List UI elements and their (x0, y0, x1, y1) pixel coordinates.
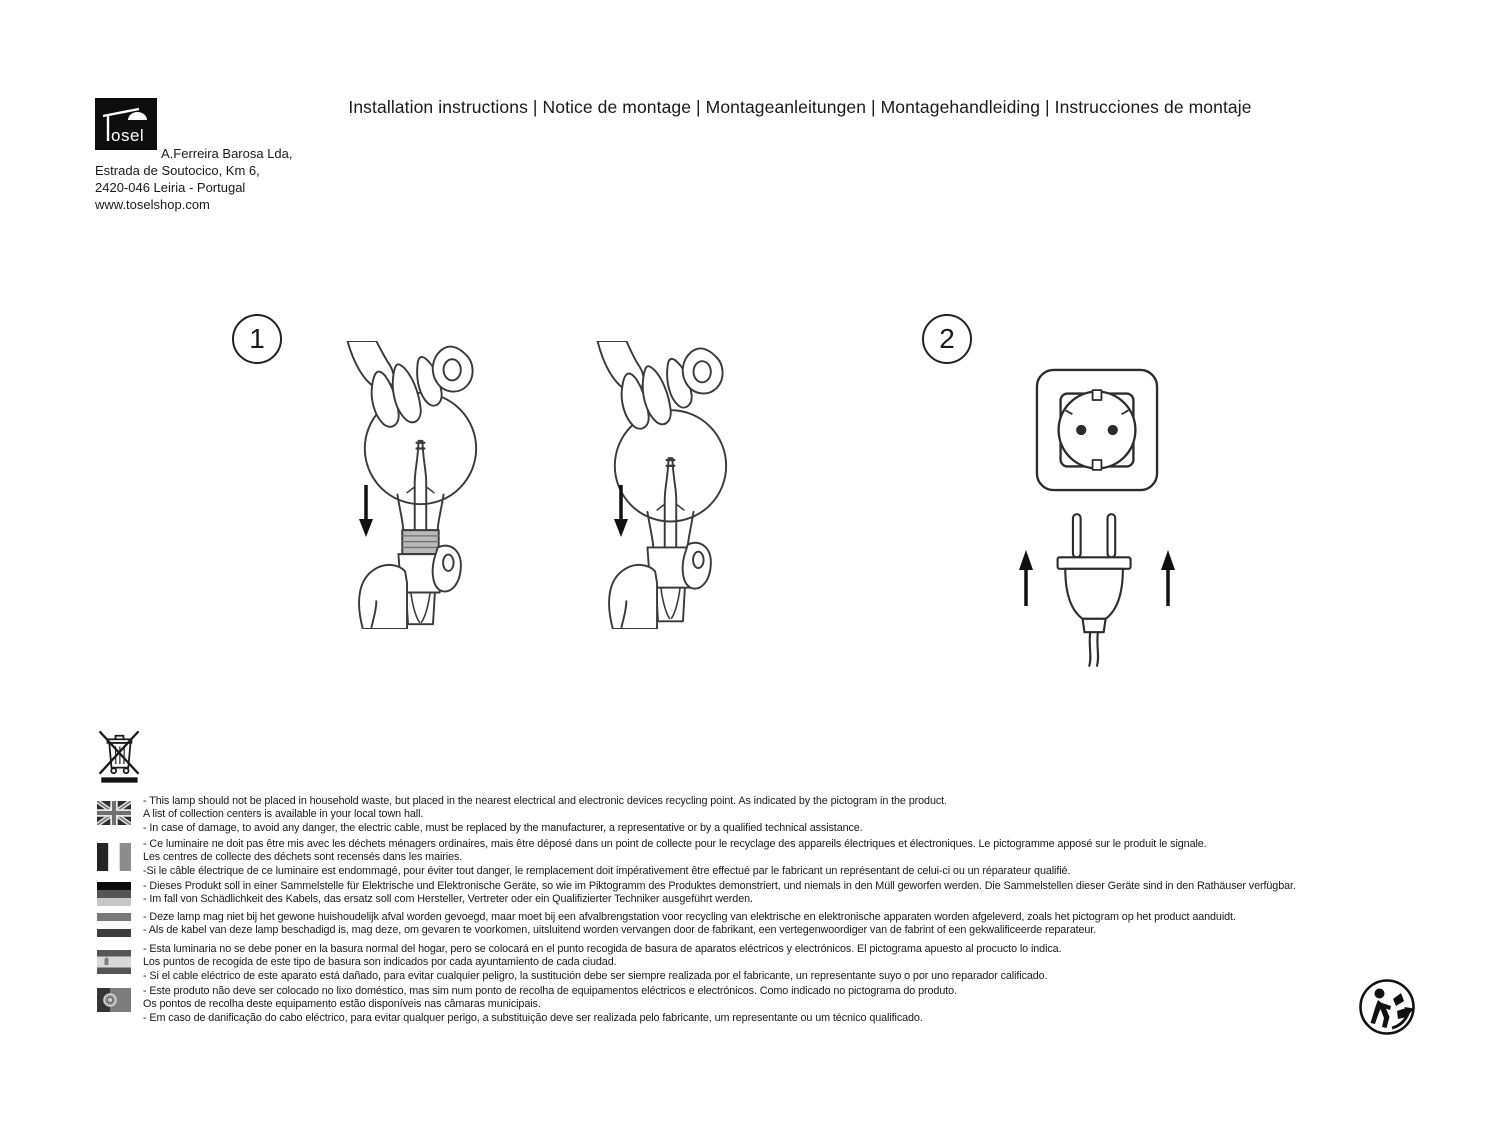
up-arrow-icon (1158, 546, 1178, 608)
wall-socket-illustration (1033, 365, 1161, 495)
notice-line: - Ce luminaire ne doit pas être mis avec les déchets ménagers ordinaires, mais être déposé dans un point de collecte pour le recyclage des appareils électriques et électroniques. Le pictogramme apposé sur le produit le signale. (143, 838, 1207, 850)
step-1-number: 1 (249, 323, 265, 354)
down-arrow-icon (356, 483, 376, 538)
spain-flag-icon (97, 950, 131, 983)
language-block-pt (97, 985, 957, 1025)
triman-logo (1357, 976, 1417, 1038)
language-block-nl (97, 911, 1236, 938)
netherlands-flag-icon (97, 913, 131, 938)
up-arrow-icon (1016, 546, 1036, 608)
notice-line: Les centres de collecte des déchets sont recensés dans les mairies. (143, 851, 463, 864)
notice-line: - In case of damage, to avoid any danger, the electric cable, must be replaced by the manufacturer, a representative or by a qualified technical assistance. (143, 821, 863, 834)
notice-line: - Em caso de danificação do cabo eléctrico, para evitar qualquer perigo, a substituição deve ser realizada pelo fabricante, um representante ou um técnico qualificado. (143, 1011, 923, 1024)
triman-recycling-icon (1357, 976, 1417, 1038)
language-block-es (97, 943, 1062, 983)
down-arrow-icon (611, 483, 631, 538)
notice-line: Os pontos de recolha deste equipamento estão disponíveis nas câmaras municipais. (143, 998, 541, 1011)
notice-line: - Si el cable eléctrico de este aparato está dañado, para evitar cualquier peligro, la sustitución debe ser siempre realizada por el fabricante, un representante suyo o por uno reparador calificado. (143, 969, 1048, 982)
notice-line: Los puntos de recogida de este tipo de basura son indicados por cada ayuntamiento de cada ciudad. (143, 956, 617, 969)
plug-illustration (1048, 510, 1144, 668)
language-block-de (97, 880, 1296, 907)
address-line-2: 2420-046 Leiria - Portugal (95, 180, 246, 195)
svg-text:osel: osel (111, 126, 145, 145)
step-2-number: 2 (939, 323, 955, 354)
notice-line: - Im fall von Schädlichkeit des Kabels, das ersatz soll com Hersteller, Vertreter oder ein Qualifizierter Techniker ausgeführt werden. (143, 893, 753, 906)
notice-line: - Dieses Produkt soll in einer Sammelstelle für Elektrische und Elektronische Geräte, so wie im Piktogramm des Produktes demonstriert, und niemals in den Müll geworfen werden. Die Sammelstellen dieser Geräte sind in den Rathäuser verfügbar. (143, 880, 1296, 892)
notice-line: - This lamp should not be placed in household waste, but placed in the nearest electrical and electronic devices recycling point. As indicated by the pictogram in the product. (143, 795, 947, 807)
portugal-flag-icon (97, 988, 131, 1025)
language-block-en (97, 795, 947, 835)
step-2-badge (922, 314, 972, 364)
notice-line: - Als de kabel van deze lamp beschadigd is, mag deze, om gevaren te voorkomen, uitsluitend worden vervangen door de fabrikant, een vertegenwoordiger van de fabrint of een gekwalificeerde reparateur. (143, 924, 1097, 937)
schuko-wall-socket-icon (1033, 365, 1161, 495)
germany-flag-icon (97, 882, 131, 907)
step-1-badge (232, 314, 282, 364)
euro-plug-icon (1048, 510, 1144, 668)
tosel-logo (95, 98, 157, 150)
page-title: Installation instructions | Notice de montage | Montageanleitungen | Montagehandleiding | Instrucciones de montaje (348, 97, 1252, 117)
tosel-logo-icon (95, 98, 157, 150)
language-block-fr (97, 838, 1207, 878)
notice-line: - Este produto não deve ser colocado no lixo doméstico, mas sim num ponto de recolha de equipamentos eléctricos e electrónicos. Como indicado no pictograma do produto. (143, 985, 957, 997)
company-address (95, 162, 260, 213)
france-flag-icon (97, 843, 131, 878)
address-line-1: Estrada de Soutocico, Km 6, (95, 163, 260, 178)
notice-line: - Deze lamp mag niet bij het gewone huishoudelijk afval worden gevoegd, maar moet bij een afvalbrengstation voor recycling van elektrische en elektronische apparaten worden afgeleverd, zoals het pictogram op het product aanduidt. (143, 911, 1236, 923)
crossed-out-wheeled-bin-icon (96, 727, 142, 787)
company-name: A.Ferreira Barosa Lda, (161, 146, 293, 161)
notice-line: A list of collection centers is available in your local town hall. (143, 808, 424, 821)
uk-flag-icon (97, 801, 131, 835)
weee-symbol (96, 727, 142, 787)
notice-line: - Esta luminaria no se debe poner en la basura normal del hogar, pero se colocará en el punto recogida de basura de aparatos eléctricos y electrónicos. El pictograma apuesto al procucto lo indica. (143, 943, 1062, 955)
notice-line: -Si le câble électrique de ce luminaire est endommagé, pour éviter tout danger, le remplacement doit impérativement être effectué par le fabricant un représentant de celui-ci ou un réparateur qualifié. (143, 864, 1071, 877)
company-website: www.toselshop.com (95, 197, 210, 212)
